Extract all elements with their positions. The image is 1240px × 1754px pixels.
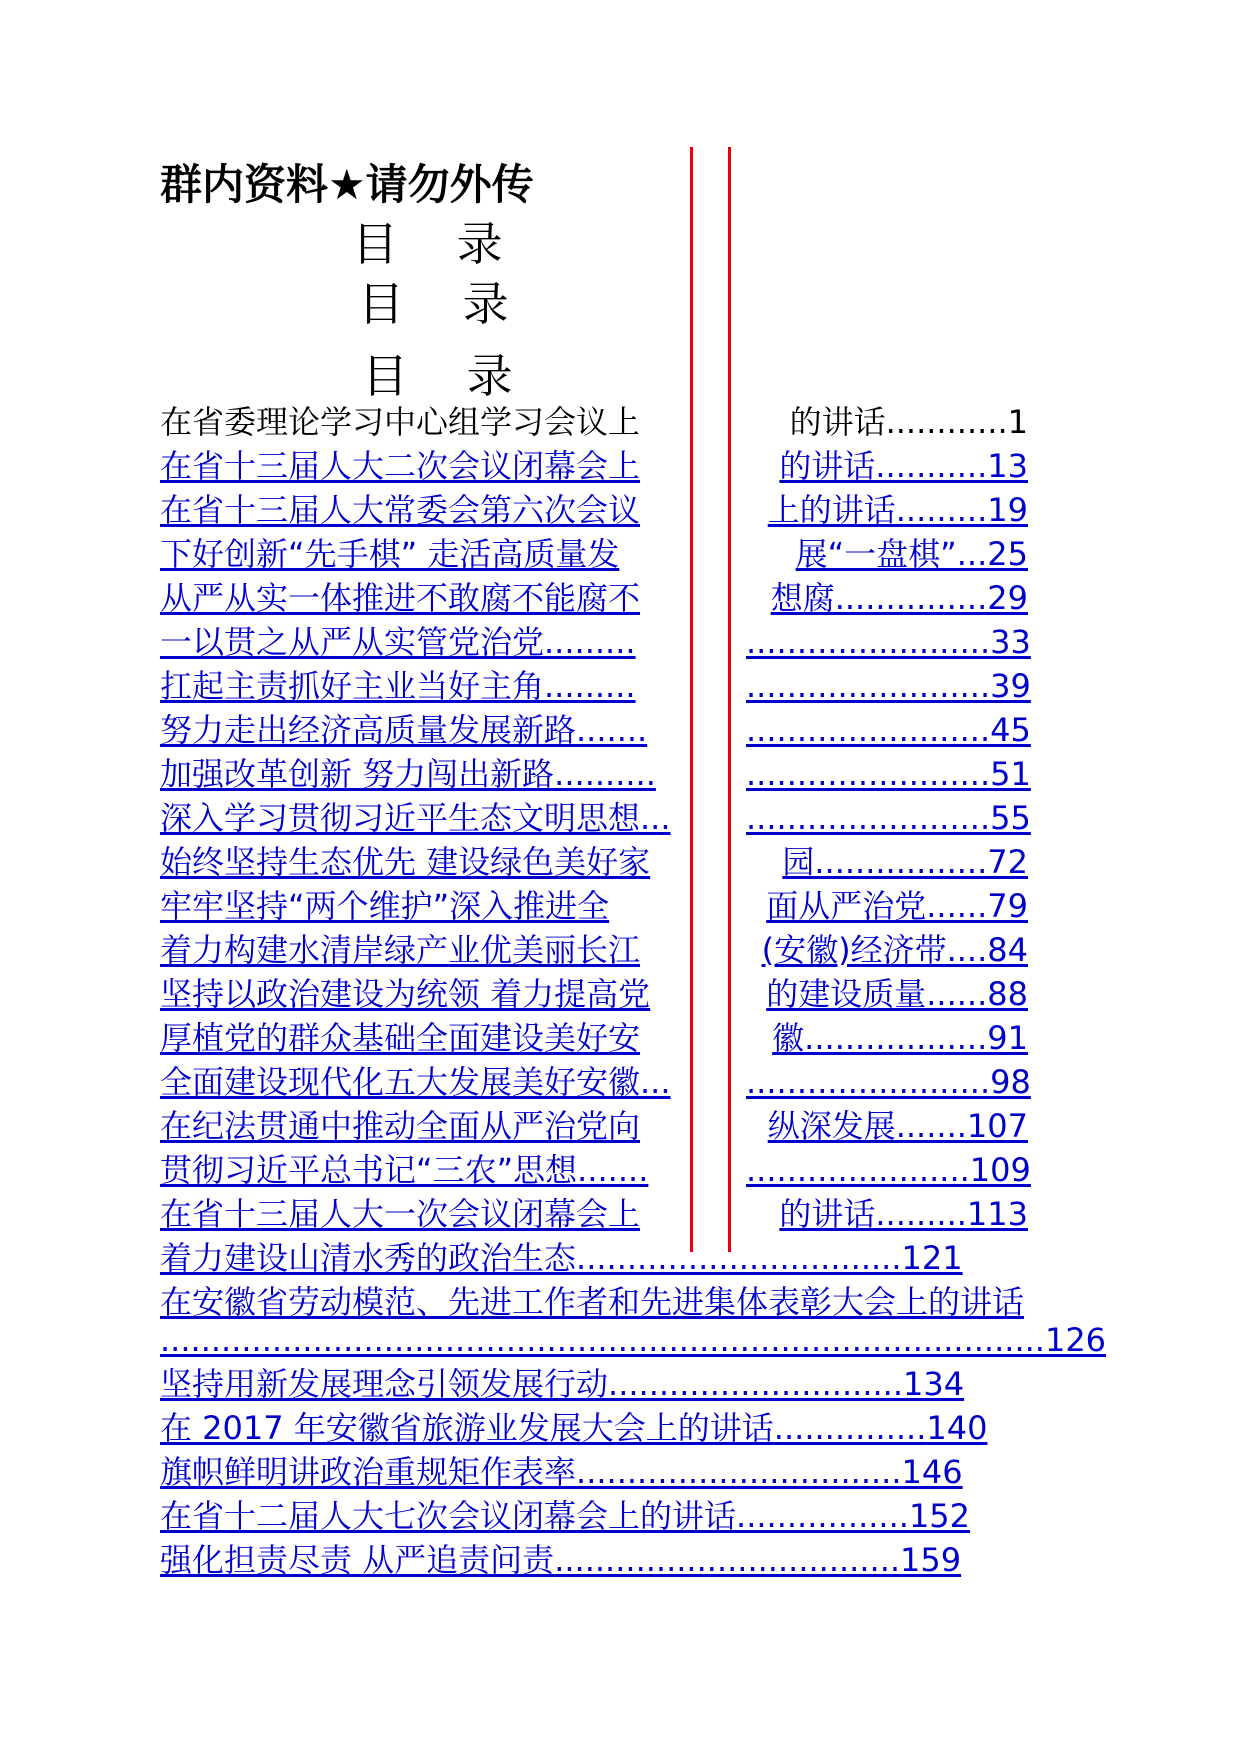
toc-entry-title: 在省委理论学习中心组学习会议上	[160, 403, 641, 441]
toc-leader-dots: ...............	[773, 1409, 927, 1447]
toc-entry-page[interactable]: 的建设质量......88	[766, 975, 1028, 1013]
toc-entry[interactable]	[160, 1320, 1107, 1360]
toc-entry-title: 在省十二届人大七次会议闭幕会上的讲话	[160, 1497, 737, 1535]
toc-entry-page[interactable]: 徽..................91	[772, 1019, 1028, 1057]
toc-entry-title[interactable]: 坚持以政治建设为统领 着力提高党	[160, 975, 651, 1013]
toc-entry-title[interactable]: 努力走出经济高质量发展新路.......	[160, 711, 648, 749]
toc-entry[interactable]	[160, 1408, 1028, 1448]
toc-entry[interactable]	[160, 1452, 1028, 1492]
toc-entry-page[interactable]: ......................109	[746, 1151, 1031, 1189]
toc-entry-page: 152	[908, 1497, 971, 1535]
toc-entry-page[interactable]: ........................33	[746, 623, 1031, 661]
toc-entry-title: 着力建设山清水秀的政治生态	[160, 1239, 577, 1277]
toc-entry-page[interactable]: 纵深发展.......107	[767, 1107, 1028, 1145]
toc-entry-title[interactable]: 扛起主责抓好主业当好主角.........	[160, 667, 636, 705]
toc-entry-title[interactable]: 深入学习贯彻习近平生态文明思想...	[160, 799, 671, 837]
toc-entry-page[interactable]: 园.................72	[782, 843, 1028, 881]
toc-entry-title[interactable]: 始终坚持生态优先 建设绿色美好家	[160, 843, 651, 881]
toc-entry[interactable]	[160, 1282, 1100, 1322]
toc-title: 目 录	[352, 217, 525, 271]
toc-entry-title[interactable]: 从严从实一体推进不敢腐不能腐不	[160, 579, 641, 617]
toc-leader-dots: .................	[736, 1497, 909, 1535]
toc-entry-page: 146	[901, 1453, 963, 1491]
toc-entry[interactable]	[160, 1238, 1028, 1278]
toc-title: 目 录	[358, 277, 531, 331]
toc-leader-dots: .......................................................................................	[160, 1321, 1045, 1359]
toc-entry-page[interactable]: ........................45	[746, 711, 1031, 749]
toc-entry-title[interactable]: 在省十三届人大二次会议闭幕会上	[160, 447, 641, 485]
toc-entry-page[interactable]: 面从严治党......79	[766, 887, 1028, 925]
toc-entry-title: 坚持用新发展理念引领发展行动	[160, 1365, 609, 1403]
toc-entry-page[interactable]: ........................51	[746, 755, 1031, 793]
toc-entry-page: 的讲话............1	[789, 403, 1028, 441]
toc-leader-dots: ..................................	[554, 1541, 901, 1579]
toc-entry-page: 159	[900, 1541, 962, 1579]
toc-entry-page: 140	[926, 1409, 988, 1447]
confidential-header: 群内资料★请勿外传	[160, 160, 534, 209]
toc-entry-page[interactable]: 的讲话.........113	[779, 1195, 1028, 1233]
toc-entry-title: 在 2017 年安徽省旅游业发展大会上的讲话	[160, 1409, 774, 1447]
toc-entry-title[interactable]: 贯彻习近平总书记“三农”思想.......	[160, 1151, 649, 1189]
toc-entry-page[interactable]: 的讲话...........13	[779, 447, 1028, 485]
toc-entry-title[interactable]: 一以贯之从严从实管党治党.........	[160, 623, 636, 661]
toc-entry-page[interactable]: 展“一盘棋”...25	[795, 535, 1028, 573]
toc-entry-title[interactable]: 加强改革创新 努力闯出新路..........	[160, 755, 656, 793]
toc-entry-page[interactable]: (安徽)经济带....84	[761, 931, 1028, 969]
toc-entry-title: 在安徽省劳动模范、先进工作者和先进集体表彰大会上的讲话	[160, 1283, 1025, 1321]
toc-entry-title[interactable]: 下好创新“先手棋” 走活高质量发	[160, 535, 620, 573]
toc-entry-title: 旗帜鲜明讲政治重规矩作表率	[160, 1453, 577, 1491]
toc-entry[interactable]	[160, 1540, 1028, 1580]
toc-leader-dots: ................................	[576, 1453, 902, 1491]
red-column-rule	[690, 147, 693, 1252]
toc-entry-page[interactable]: 想腐...............29	[770, 579, 1028, 617]
toc-leader-dots: .............................	[608, 1365, 903, 1403]
toc-entry-title[interactable]: 在纪法贯通中推动全面从严治党向	[160, 1107, 641, 1145]
toc-title: 目 录	[362, 349, 535, 403]
toc-entry-title[interactable]: 厚植党的群众基础全面建设美好安	[160, 1019, 641, 1057]
toc-entry-title: 强化担责尽责 从严追责问责	[160, 1541, 555, 1579]
toc-entry-page[interactable]: ........................39	[746, 667, 1031, 705]
toc-entry-page: 134	[903, 1365, 965, 1403]
toc-entry-page[interactable]: ........................98	[746, 1063, 1031, 1101]
toc-entry-page[interactable]: ........................55	[746, 799, 1031, 837]
toc-entry-title[interactable]: 着力构建水清岸绿产业优美丽长江	[160, 931, 641, 969]
toc-leader-dots: ................................	[576, 1239, 902, 1277]
toc-entry-title[interactable]: 在省十三届人大常委会第六次会议	[160, 491, 641, 529]
toc-entry-page: 121	[901, 1239, 963, 1277]
toc-entry-title[interactable]: 全面建设现代化五大发展美好安徽...	[160, 1063, 671, 1101]
toc-entry[interactable]	[160, 1496, 1028, 1536]
toc-entry-title[interactable]: 牢牢坚持“两个维护”深入推进全	[160, 887, 610, 925]
toc-entry-page[interactable]: 上的讲话.........19	[767, 491, 1028, 529]
red-column-rule	[728, 147, 731, 1252]
toc-entry-title[interactable]: 在省十三届人大一次会议闭幕会上	[160, 1195, 641, 1233]
toc-entry-page: 126	[1044, 1321, 1107, 1359]
toc-entry[interactable]	[160, 1364, 1028, 1404]
